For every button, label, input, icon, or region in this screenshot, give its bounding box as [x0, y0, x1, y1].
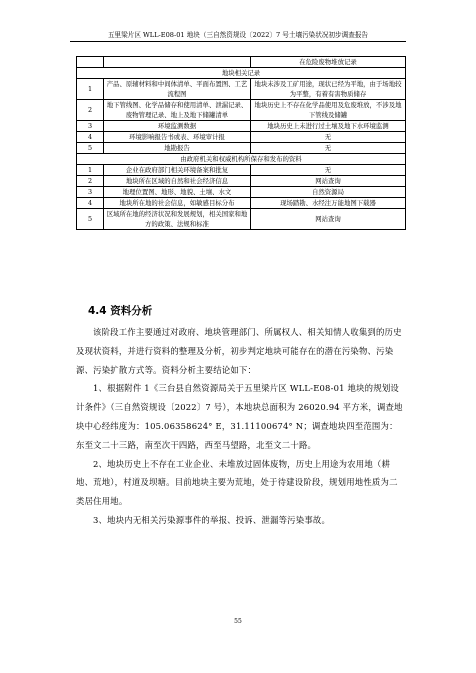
row-number: 5	[77, 209, 104, 230]
row-number: 4	[77, 198, 104, 209]
table-section-title: 由政府机关和权威机构所保存和发布的资料	[77, 154, 406, 165]
row-item: 环境监测数据	[104, 121, 251, 132]
row-status: 无	[251, 165, 406, 176]
row-status: 地块未涉及工矿用途，现状已经为平地，由于场地较为平整，有着有害物质储存	[251, 79, 406, 100]
row-item: 地下管线图、化学品储存和使用清单、泄漏记录、废物管理记录、地上及地下储罐清单	[104, 100, 251, 121]
row-number: 5	[77, 143, 104, 154]
row-item: 地块所在区域的自然和社会经济信息	[104, 176, 251, 187]
row-number: 3	[77, 121, 104, 132]
table-row	[77, 57, 406, 68]
row-number: 4	[77, 132, 104, 143]
row-item: 地勘报告	[104, 143, 251, 154]
row-item: 产品、原辅材料和中间体清单、平面布置图、工艺流程图	[104, 79, 251, 100]
paragraph: 3、地块内无相关污染源事件的举报、投诉、泄漏等污染事故。	[93, 514, 331, 525]
row-number: 2	[77, 176, 104, 187]
row-status: 网站查询	[251, 176, 406, 187]
records-table	[76, 56, 406, 230]
table-section-row	[77, 154, 406, 165]
table-cell: 在危险废物堆放记录	[251, 57, 406, 68]
row-number: 3	[77, 187, 104, 198]
row-number: 2	[77, 100, 104, 121]
table-section-title: 地块相关记录	[77, 68, 406, 79]
row-status: 网站查询	[251, 209, 406, 230]
section-body	[76, 323, 406, 530]
row-status: 现场踏勘、水经注万能地图下载器	[251, 198, 406, 209]
table-row	[77, 143, 406, 154]
table-row	[77, 121, 406, 132]
row-item: 地块所在地的社会信息，如敏感目标分布	[104, 198, 251, 209]
table-row	[77, 176, 406, 187]
row-status: 地块历史上不存在化学品使用及危废堆放，不涉及地下管线及储罐	[251, 100, 406, 121]
section-heading: 4.4 资料分析	[88, 305, 153, 317]
table-row	[77, 187, 406, 198]
row-item: 地理位置图、地形、地貌、土壤、水文	[104, 187, 251, 198]
page-number: 55	[234, 618, 242, 625]
paragraph: 该阶段工作主要通过对政府、地块管理部门、所属权人、相关知情人收集到的历史及现状资料，并进行资料的整理及分析，初步判定地块可能存在的潜在污染物、污染源、污染扩散方式等。资料分析主要结论如下：	[76, 327, 402, 375]
table-row	[77, 132, 406, 143]
row-number: 1	[77, 165, 104, 176]
row-status: 无	[251, 132, 406, 143]
row-number: 1	[77, 79, 104, 100]
row-item: 环境影响报告书或表、环境审计报	[104, 132, 251, 143]
table-row	[77, 79, 406, 100]
table-row	[77, 100, 406, 121]
row-item: 区域所在地的经济状况和发展规划，相关国家和地方的政策、法规和标准	[104, 209, 251, 230]
page-header: 五里梁片区 WLL-E08-01 地块（三自然资规设〔2022〕7 号土壤污染状况初步调查报告	[70, 30, 406, 42]
row-status: 地块历史上未进行过土壤及地下水环境监测	[251, 121, 406, 132]
paragraph: 2、地块历史上不存在工业企业、未堆放过固体废物，历史上用途为农用地（耕地、荒地），村道及坝塘。目前地块主要为荒地，处于待建设阶段，规划用地性质为二类居住用地。	[76, 458, 398, 507]
paragraph: 1、根据附件 1《三台县自然资源局关于五里梁片区 WLL-E08-01 地块的规划设计条件》（三自然资规设〔2022〕7 号），本地块总面积为 26020.94 平方米，调查地块中心经纬度为：105.06358624° E，31.11100674° N；调查地块四至范围为：东至文二十三路，南至次干四路，西至马望路，北至文二十路。	[76, 383, 403, 450]
row-status: 自然资源局	[251, 187, 406, 198]
table-row	[77, 209, 406, 230]
row-item: 企业在政府部门相关环境备案和批复	[104, 165, 251, 176]
table-section-row	[77, 68, 406, 79]
table-row	[77, 198, 406, 209]
row-status: 无	[251, 143, 406, 154]
table-row	[77, 165, 406, 176]
